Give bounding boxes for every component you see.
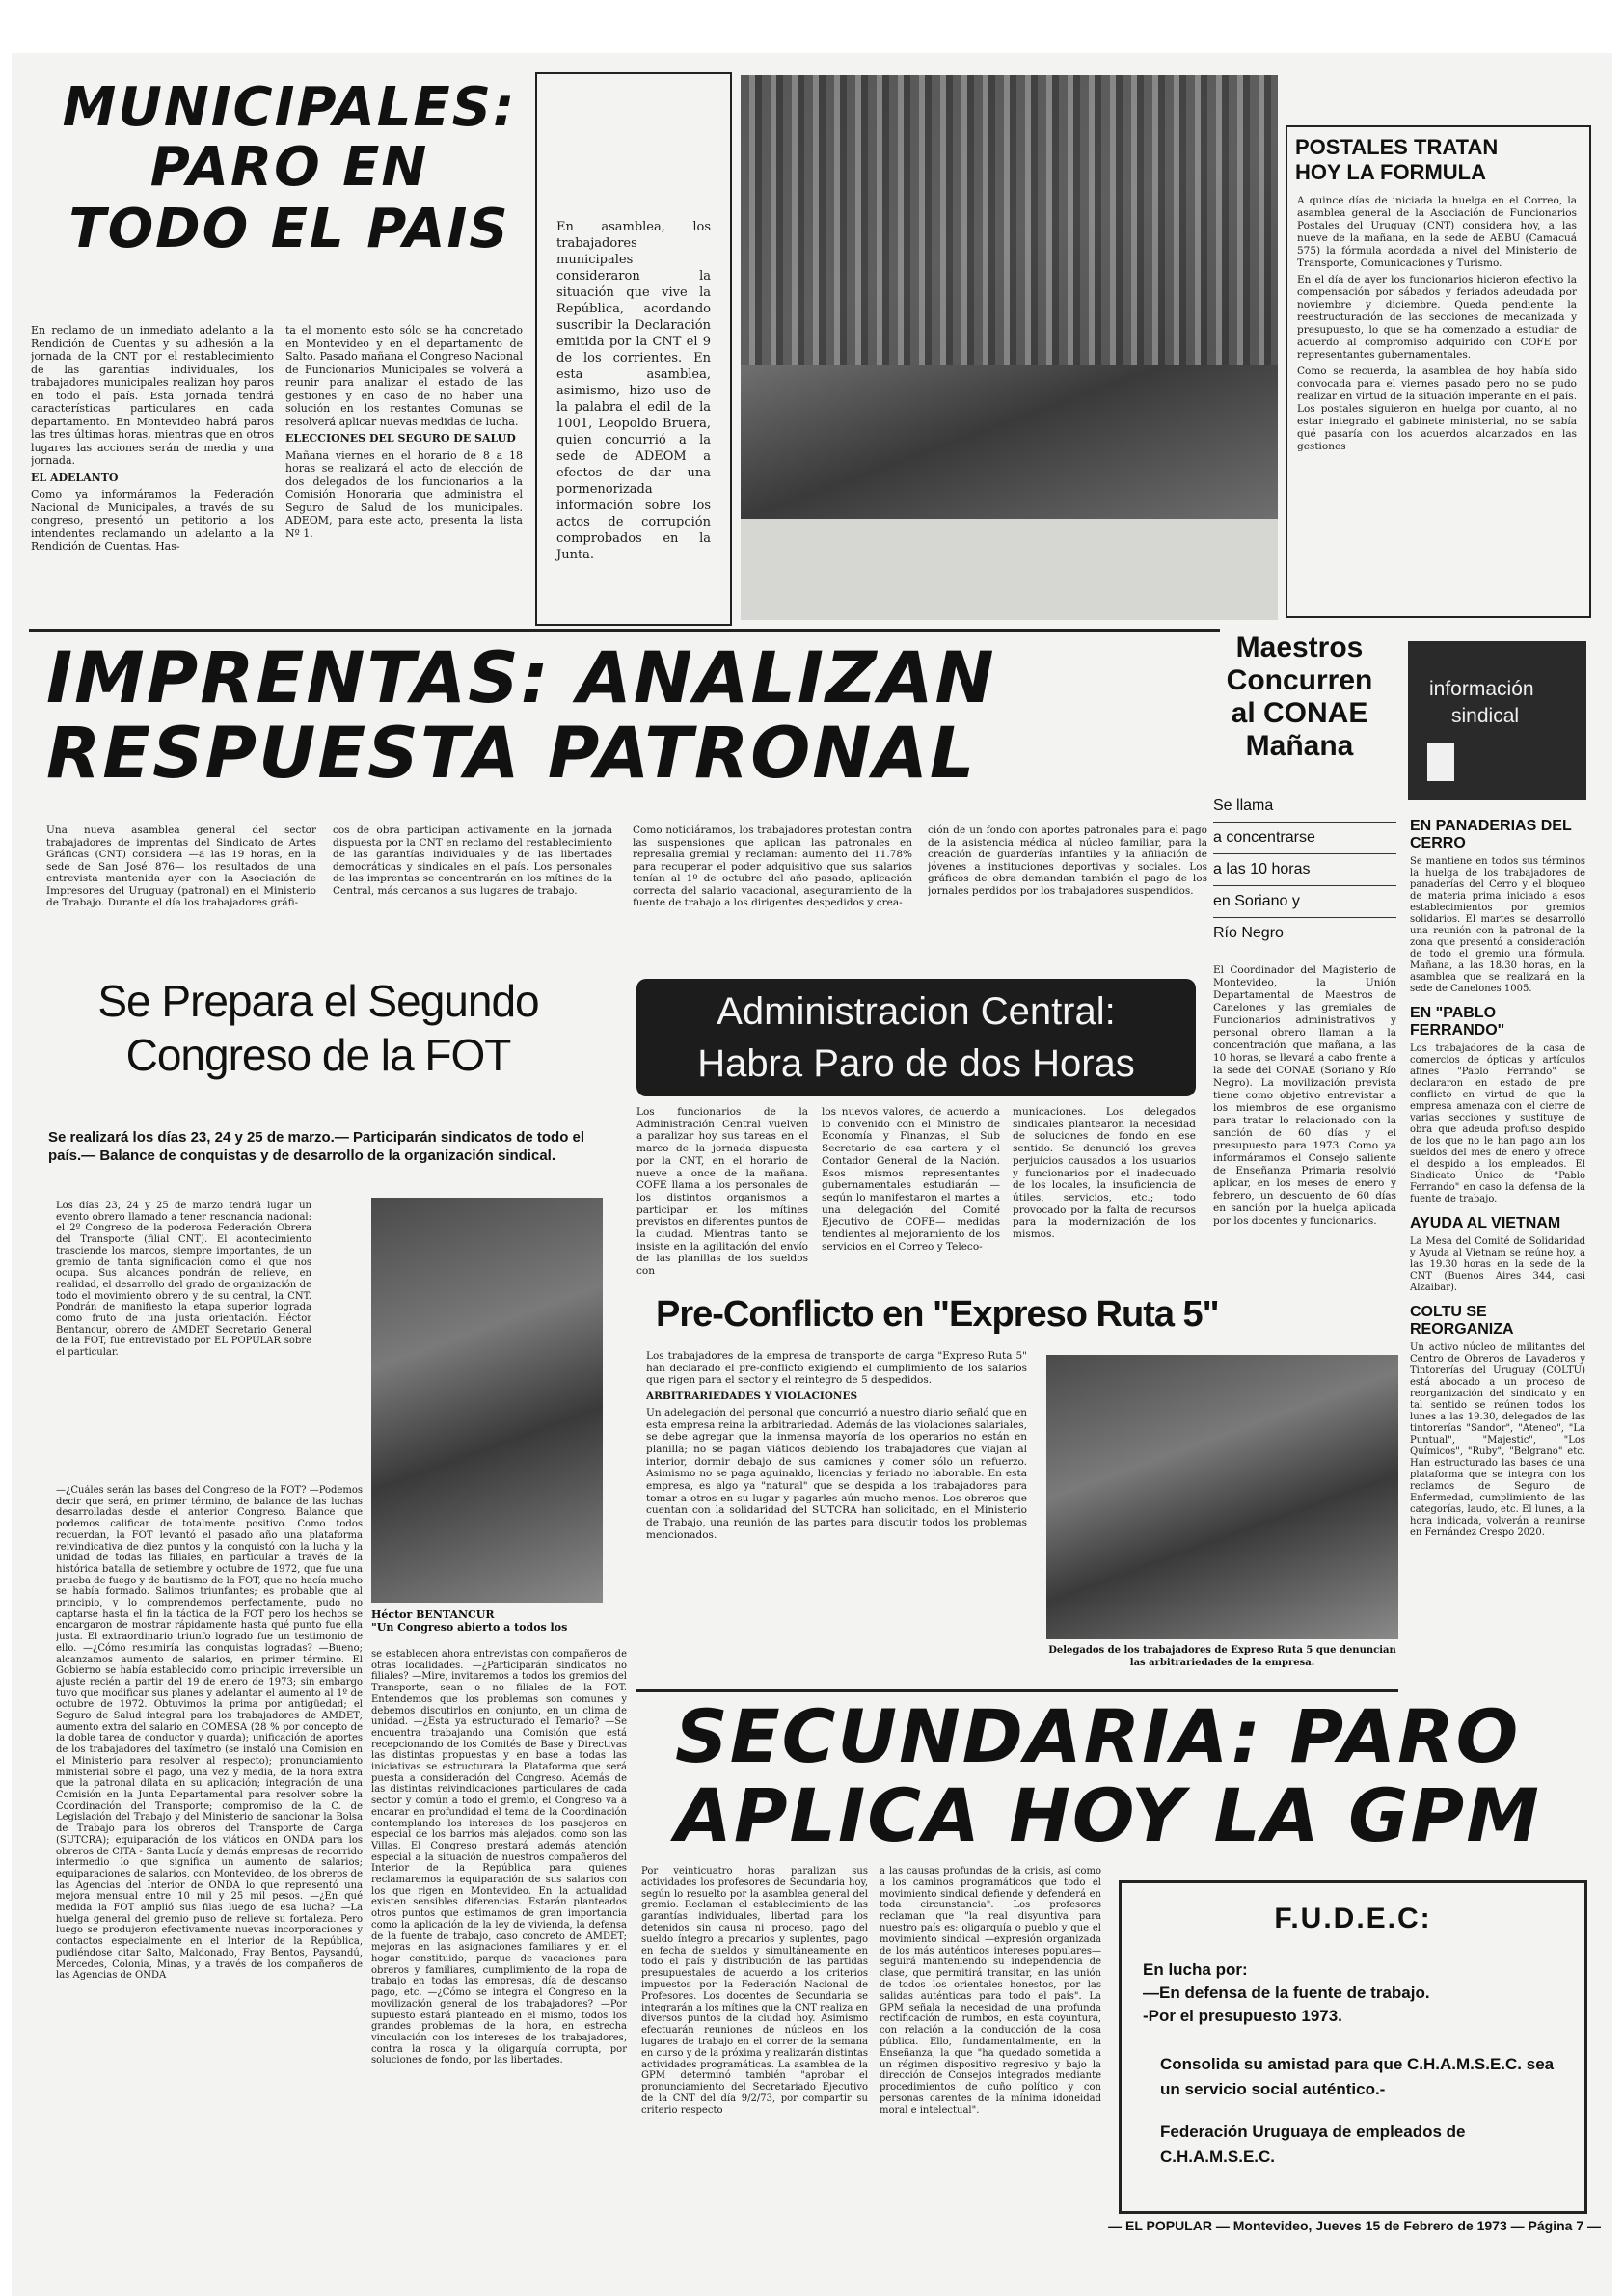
info-sindical-badge-line2: sindical — [1451, 705, 1520, 727]
fot-left-bottom: —¿Cuáles serán las bases del Congreso de la FOT? —Podemos decir que será, en primer término, de balance de las luchas desarrolladas desde el anterior Congreso. Balance que podemos calificar de totalmente positivo. Como todos recuerdan, la FOT levantó el pasado año una plataforma reivindicativa de diez puntos y la conquistó con la lucha y la unidad de todas las filiales, en particular a través de la histórica batalla de setiembre y octubre de 1972, que fue una prueba de fuego y de bautismo de la FOT, que no hacía mucho se había formado. Salimos triunfantes; es probable que al principio, y lo comprendemos perfectamente, pudo no captarse hasta el fin la táctica de la FOT pero los hechos se encargaron de mostrar rápidamente hasta qué punto fue ella justa. El extraordinario triunfo logrado fue un testimonio de ello. —¿Cómo resumiría las conquistas logradas? —Bueno; alcanzamos aumento de salarios, en primer término. El Gobierno se había establecido como principio irreversible un ajuste recién a partir del 19 de enero de 1973; sin embargo tuvo que modificar sus planes y adelantar el aumento al 1º de octubre de 1972. Obtuvimos la prima por antigüedad; el Seguro de Salud integral para los trabajadores de AMDET; aumento extra del salario en COMESA (28 % por concepto de la doble tarea de conductor y guarda); unificación de aportes de los trabajadores del taxímetro (se instaló una Comisión en el Ministerio para resolver al respecto); pronunciamiento ministerial sobre el pago, una vez y media, de la hora extra que la patronal dilata en su aplicación; integración de una Comisión en la Junta Departamental para resolver sobre la Coordinación del Transporte; compromiso de la C. de Legislación del Trabajo y del Ministerio de sancionar la Bolsa de Trabajo para los obreros del Transporte de Carga (SUTCRA); equiparación de los viáticos en ONDA para los obreros de CITA - Santa Lucía y demás empresas de recorrido intermedio lo que significa un aumento de salarios; equiparaciones de salarios, con Montevideo, de los obreros de las Agencias del Interior de ONDA lo que representó una mejora mensual entre 10 mil y 25 mil pesos. —¿En qué medida la FOT amplió sus filas luego de esa lucha? —La huelga general del gremio puso de relieve su fortaleza. Pero luego se produjeron efectivamente nuevas incorporaciones y contactos especialmente en el Interior de la República, pudiéndose citar Salto, Maldonado, Fray Bentos, Paysandú, Mercedes, Colonia, Minas, y a través de los compañeros de las Agencias de ONDA — [56, 1485, 363, 1982]
fot-left-top: Los días 23, 24 y 25 de marzo tendrá lugar un evento obrero llamado a tener resonancia nacional: el 2º Congreso de la poderosa Federación Obrera del Transporte (filial CNT). El acontecimiento trasciende los marcos, siempre importantes, de un gremio de tanta significación como el que nos ocupa. Sus alcances pondrán de relieve, en realidad, el desarrollo del grado de organización de todo el movimiento obrero y de su central, la CNT. Pondrán de manifiesto la etapa superior lograda como fruto de una justa orientación. Héctor Bentancur, obrero de AMDET Secretario General de la FOT, fue entrevistado por EL POPULAR sobre el particular. — [56, 1201, 311, 1359]
municipales-headline-line2: PARO EN — [149, 136, 429, 199]
fot-headline-line1: Se Prepara el Segundo — [97, 976, 539, 1026]
postales-p1: A quince días de iniciada la huelga en el Correo, la asamblea general de la Asociación de Funcionarios Postales del Uruguay (CNT) considera hoy, a las nueve de la mañana, en la sede de AEBU (Camacuá 575) la fórmula acordada a nivel del Ministerio de Transporte, Comunicaciones y Turismo. — [1297, 195, 1577, 269]
info-sindical-badge — [1408, 641, 1586, 800]
fot-right-bottom: se establecen ahora entrevistas con compañeros de otras localidades. —¿Participarán sindicatos no filiales? —Mire, invitaremos a todos los gremios del Transporte, sean o no filiales de la FOT. Entendemos que los problemas son comunes y debemos discutirlos en conjunto, en un clima de unidad. —¿Está ya estructurado el Temario? —Se encuentra trabajando una Comisión que está recepcionando de los Comités de Base y Directivas las distintas propuestas y en base a todas las iniciativas se estructurará la Plataforma que será puesta a consideración del Congreso. Además de las distintas reivindicaciones particulares de cada sector y común a todo el gremio, el Congreso va a encarar en profundidad el tema de la Coordinación contemplando los intereses de los pasajeros en especial de los barrios más alejados, como son las Villas. El Congreso prestará además atención especial a la situación de nuestros compañeros del Interior de la República para quienes reclamaremos la equiparación de sus salarios con los que rigen en Montevideo. En la actualidad existen sensibles diferencias. Estarán planteados otros puntos que estimamos de gran importancia como la aplicación de la ley de vivienda, la defensa de la fuente de trabajo, caso concreto de AMDET; mejoras en las asignaciones familiares y en el hogar constituido; parque de vacaciones para obreros y familiares, cumplimiento de la ropa de trabajo en todas las empresas, día de descanso pago, etc. —¿Cómo se integra el Congreso en la movilización general de los trabajadores? —Por supuesto estará planteado en el mismo, todos los grandes problemas de la hora, en estrecha vinculación con los intereses de los trabajadores, contra la rosca y la oligarquía corrupta, por soluciones de fondo, por las libertades. — [371, 1649, 627, 2066]
info-item-1-text: Se mantiene en todos sus términos la huelga de los trabajadores de panaderías del Cerro y el bloqueo de materia prima iniciado a esos establecimientos por gremios solidarios. El martes se desarrolló una reunión con la patronal de la zona que presentó a consideración de todo el gremio una fórmula. Mañana, a las 18.30 horas, en la asamblea que se realizará en la sede de Canelones 1005. — [1410, 856, 1585, 994]
municipales-col2-text-b: Mañana viernes en el horario de 8 a 18 horas se realizará el acto de elección de dos delegados de los funcionarios a la Comisión Honoraria que administra el Seguro de Salud de los municipales. ADEOM, para este acto, presenta la lista Nº 1. — [285, 448, 523, 540]
municipales-col1-text-b: Como ya informáramos la Federación Nacional de Municipales, a través de su congreso, presentó un petitorio a los intendentes reclamando un adelanto a la Rendición de Cuentas. Has- — [31, 488, 274, 553]
info-sindical-badge-line1: información — [1429, 678, 1534, 700]
maestros-title-line3: al CONAE — [1231, 697, 1368, 729]
postales-title — [1295, 135, 1575, 185]
expreso-subhead: ARBITRARIEDADES Y VIOLACIONES — [646, 1391, 858, 1403]
bentancur-photo — [371, 1198, 603, 1603]
admin-headline-line2: Habra Paro de dos Horas — [697, 1042, 1135, 1085]
municipales-col1-subhead: EL ADELANTO — [31, 471, 119, 484]
postales-title-line2: HOY LA FORMULA — [1295, 160, 1486, 184]
postales-title-line1: POSTALES TRATAN — [1295, 135, 1499, 159]
municipales-col1-text: En reclamo de un inmediato adelanto a la Rendición de Cuentas y su adhesión a la jornada de la CNT por el restablecimiento de las garantías individuales, los trabajadores municipales realizan hoy paros en todo el país. Esta jornada tendrá características particulares en cada departamento. En Montevideo habrá paros las tres últimas horas, mientras que en otros lugares las acciones serán de media y una jornada. — [31, 324, 274, 467]
imprentas-c2: cos de obra participan activamente en la jornada dispuesta por la CNT en reclamo del restablecimiento de las garantías individuales y de las libertades democráticas y sindicales en el país. Los personales de las imprentas se concentrarán en los mítines de la Central, más cercanos a sus lugares de trabajo. — [333, 824, 612, 897]
admin-headline-box — [636, 979, 1196, 1096]
fot-headline-line2: Congreso de la FOT — [125, 1030, 511, 1080]
fudec-title: F.U.D.E.C: — [1274, 1903, 1432, 1934]
expreso-p2: Un adelegación del personal que concurrió a nuestro diario señaló que en esta empresa reina la arbitrariedad. Además de las violaciones salariales, se debe agregar que la inmensa mayoría de los operarios no están en planilla; no se pagan viáticos debiendo los trabajadores que viajan al interior, dormir debajo de sus camiones y comer sólo un refuerzo. Asimismo no se paga aguinaldo, licencias y feriado no laborable. En esta empresa, es algo ya "natural" que se despida a los trabajadores para tomar a otros en su lugar y pagarles aún mucho menos. Los obreros que cuentan con la solidaridad del SUTCRA han solicitado, en el Ministerio de Trabajo, una reunión de las partes para discutir todos los problemas mencionados. — [646, 1406, 1027, 1541]
maestros-lines — [1213, 791, 1396, 949]
fot-deck: Se realizará los días 23, 24 y 25 de marzo.— Participarán sindicatos de todo el país.— Balance de conquistas y de desarrollo de la organización sindical. — [48, 1129, 585, 1164]
maestros-title-line1: Maestros — [1235, 632, 1364, 663]
info-item-3-title: AYUDA AL VIETNAM — [1410, 1215, 1561, 1231]
municipales-col1 — [31, 324, 274, 623]
maestros-body: El Coordinador del Magisterio de Montevideo, la Unión Departamental de Maestros de Canelones y las gremiales de Funcionarios administrativos y personal obrero llaman a la concentración que mañana, a las 10 horas, se llevará a cabo frente a la sede del CONAE (Soriano y Río Negro). La movilización prevista tiene como objetivo entrevistar a los miembros de ese organismo para tratar lo relacionado con la sanción de 60 días y el presupuesto para 1973. Como ya informáramos el Consejo saliente de Enseñanza Primaria resolvió aplicar, en los meses de enero y febrero, un descuento de 60 días en sanción por la huelga aplicada por los docentes y funcionarios. — [1213, 964, 1396, 1227]
expreso-body — [646, 1350, 1027, 1688]
bentancur-caption — [371, 1608, 603, 1634]
maestros-line-5: Río Negro — [1213, 925, 1284, 941]
bentancur-caption-quote: "Un Congreso abierto a todos los — [371, 1621, 568, 1634]
secundaria-c1: Por veinticuatro horas paralizan sus actividades los profesores de Secundaria hoy, según lo resuelto por la asamblea general del gremio. Reclaman el establecimiento de las garantías individuales, libertad para los detenidos sin causa ni proceso, pago del sueldo íntegro a precarios y suplentes, pago en fecha de sueldos y simultáneamente en todo el país y distribución de las partidas presupuestales de acuerdo a los criterios impuestos por la Federación Nacional de Profesores. Los docentes de Secundaria se integrarán a los mítines que la CNT realiza en diversos puntos de la ciudad hoy. Asimismo efectuarán reuniones de núcleos en los lugares de trabajo en el correr de la semana en curso y de la próxima y realizarán distintas actividades programáticas. La asamblea de la GPM determinó también "aprobar el pronunciamiento del Secretariado Ejecutivo de la CNT del día 9/2/73, por compartir su criterio respecto — [641, 1866, 868, 2116]
fudec-box — [1119, 1880, 1587, 2214]
municipales-caption: En asamblea, los trabajadores municipales consideraron la situación que vive la República, acordando suscribir la Declaración emitida por la CNT el 9 de los corrientes. En esta asamblea, asimismo, hizo uso de la palabra el edil de la 1001, Leopoldo Bruera, quien concurrió a la sede de ADEOM a efectos de dar una pormenorizada información sobre los actos de corrupción comprobados en la Junta. — [556, 220, 711, 562]
municipales-headline-line3: TODO EL PAIS — [68, 198, 510, 260]
maestros-line-3: a las 10 horas — [1213, 854, 1396, 886]
expreso-caption: Delegados de los trabajadores de Expreso Ruta 5 que denuncian las arbitrariedades de la empresa. — [1048, 1645, 1396, 1668]
admin-headline-line1: Administracion Central: — [717, 990, 1116, 1033]
info-item-3-text: La Mesa del Comité de Solidaridad y Ayuda al Vietnam se reúne hoy, a las 19.30 horas en la sede de la CNT (Buenos Aires 344, casi Alzaibar). — [1410, 1236, 1585, 1293]
municipales-headline-line1: MUNICIPALES: — [62, 76, 517, 139]
info-item-4-title: COLTU SE REORGANIZA — [1410, 1304, 1514, 1337]
secundaria-headline-line1: SECUNDARIA: PARO — [675, 1693, 1521, 1779]
fudec-l5: Federación Uruguaya de empleados de C.H.A.M.S.E.C. — [1160, 2122, 1466, 2166]
rule-mid — [636, 1689, 1398, 1692]
fot-headline — [43, 974, 593, 1082]
admin-c3: municaciones. Los delegados sindicales plantearon la necesidad de soluciones de fondo en ese sentido. Se denunció los graves perjuicios causados a los usuarios y funcionarios por el inadecuado de los locales, la insuficiencia de útiles, servicios, etc.; todo provocado por la falta de recursos para la modernización de los mismos. — [1013, 1106, 1196, 1241]
secundaria-headline-line2: APLICA HOY LA GPM — [675, 1772, 1541, 1858]
fudec-l2: —En defensa de la fuente de trabajo. — [1143, 1984, 1430, 2002]
maestros-line-2: a concentrarse — [1213, 823, 1396, 854]
imprentas-headline-line2: RESPUESTA PATRONAL — [46, 713, 977, 795]
postales-p2: En el día de ayer los funcionarios hicieron efectivo la compensación por sábados y feriados adeudada por noviembre y diciembre. Queda pendiente la reestructuración de las secciones de mecanizada y presupuesto, lo que se ha comenzado a estudiar de acuerdo al compromiso adquirido con COFE por representantes gubernamentales. — [1297, 274, 1577, 361]
fudec-l1: En lucha por: — [1143, 1960, 1248, 1979]
municipales-col2-subhead: ELECCIONES DEL SEGURO DE SALUD — [285, 432, 516, 445]
imprentas-c4: ción de un fondo con aportes patronales para el pago de la asistencia médica al núcleo familiar, para la creación de guarderías infantiles y la afiliación de jóvenes a instituciones deportivas y sociales. Los gráficos de obra demandan también el pago de los jornales perdidos por los trabajadores suspendidos. — [928, 824, 1207, 897]
municipales-caption-box — [535, 72, 732, 626]
imprentas-headline — [46, 637, 1204, 795]
maestros-title — [1210, 632, 1389, 763]
postales-p3: Como se recuerda, la asamblea de hoy había sido convocada para el viernes pasado pero no se pudo realizar en virtud de la situación imperante en el país. Los postales siguieron en huelga por cuanto, al no estar integrado el gabinete ministerial, no se sabía qué pasaría con los acuerdos alcanzados en las gestiones — [1297, 365, 1577, 452]
maestros-line-4: en Soriano y — [1213, 886, 1396, 918]
info-sindical-badge-mark — [1427, 743, 1454, 781]
expreso-photo — [1046, 1355, 1398, 1639]
assembly-photo-table — [741, 519, 1278, 620]
info-item-1-title: EN PANADERIAS DEL CERRO — [1410, 818, 1572, 851]
info-item-2-title: EN "PABLO FERRANDO" — [1410, 1005, 1505, 1039]
bentancur-caption-name: Héctor BENTANCUR — [371, 1608, 495, 1621]
expreso-headline: Pre-Conflicto en "Expreso Ruta 5" — [656, 1294, 1219, 1335]
fudec-l4: Consolida su amistad para que C.H.A.M.S.E.C. sea un servicio social auténtico.- — [1160, 2055, 1555, 2098]
maestros-title-line4: Mañana — [1245, 730, 1354, 762]
admin-c2: los nuevos valores, de acuerdo a lo convenido con el Ministro de Economía y Finanzas, el Sub Secretario de esa cartera y el Contador General de la Nación. Esos mismos representantes gubernamentales estudiarán —según lo manifestaron el martes a una delegación del Comité Ejecutivo de COFE— medidas tendientes al mejoramiento de los servicios en el Correo y Teleco- — [822, 1106, 1000, 1253]
assembly-photo — [741, 75, 1278, 620]
postales-body — [1297, 195, 1577, 608]
expreso-p1: Los trabajadores de la empresa de transporte de carga "Expreso Ruta 5" han declarado el pre-conflicto exigiendo el cumplimiento de los salarios que rigen para el sector y el reintegro de 5 despedidos. — [646, 1350, 1027, 1387]
info-item-4-text: Un activo núcleo de militantes del Centro de Obreros de Lavaderos y Tintorerías del Uruguay (COLTU) está abocado a un proceso de reorganización del sindicato y en tal sentido se reúnen todos los lunes a las 19.30, delegados de las tintorerías "Sandor", "Ateneo", "La Puntual", "Majestic", "Los Químicos", "Ruby", "Belgrano" etc. Han estructurado las bases de una plataforma que se integra con los reclamos de Seguro de Enfermedad, cumplimiento de las categorías, laudo, etc. El lunes, a la hora indicada, volverán a reunirse en Fernández Crespo 2020. — [1410, 1342, 1585, 1538]
imprentas-c1: Una nueva asamblea general del sector trabajadores de imprentas del Sindicato de Artes Gráficas (CNT) considera —a las 19 horas, en la sede de San José 876— los resultados de una entrevista mantenida ayer con la Asociación de Impresores del Uruguay (patronal) en el Ministerio de Trabajo. Durante el día los trabajadores gráfi- — [46, 824, 316, 908]
admin-c1: Los funcionarios de la Administración Central vuelven a paralizar hoy sus tareas en el marco de la jornada dispuesta por la CNT, en el horario de nueve a once de la mañana. COFE llama a los personales de los distintos organismos a participar en los mítines previstos en diferentes puntos de la ciudad. Mientras tanto se insiste en la agilitación del envío de las planillas de los sueldos con — [636, 1106, 808, 1278]
imprentas-c3: Como noticiáramos, los trabajadores protestan contra las suspensiones que aplican las patronales en represalia gremial y reclaman: aumento del 11.78% para recuperar el poder adquisitivo que sus salarios tenían al 1º de octubre del año pasado, aplicación correcta del salario vacacional, aseguramiento de la fuente de trabajo a los dirigentes despedidos y crea- — [633, 824, 912, 908]
municipales-col2-text: ta el momento esto sólo se ha concretado en Montevideo y en el departamento de Salto. Pasado mañana el Congreso Nacional de Funcionarios Municipales se volverá a reunir para analizar el estado de las gestiones y en caso de no haber una solución en los restantes Comunas se resolverá aplicar nuevas medidas de lucha. — [285, 324, 523, 428]
info-item-2-text: Los trabajadores de la casa de comercios de ópticas y artículos afines "Pablo Ferrando" se declararon en estado de pre conflicto en virtud de que la empresa amenaza con el cierre de varias secciones y sustituye de obra que adeuda profuso despido de los que no le han pago aun los sueldos del mes de enero y ofrece el despido a los empleados. El Sindicato Único de "Pablo Ferrando" en caso la defensa de la fuente de trabajo. — [1410, 1043, 1585, 1204]
rule-top — [29, 629, 1220, 632]
municipales-headline — [29, 76, 550, 260]
assembly-photo-crowd — [741, 75, 1278, 365]
postales-box — [1286, 125, 1591, 618]
fudec-l3: -Por el presupuesto 1973. — [1143, 2007, 1342, 2025]
maestros-title-line2: Concurren — [1226, 664, 1373, 696]
secundaria-c2: a las causas profundas de la crisis, así como a los caminos programáticos que todo el movimiento sindical defiende y defenderá en toda circunstancia". Los profesores reclaman que "la real disyuntiva para nuestro país es: oligarquía o pueblo y que el movimiento sindical —expresión organizada de los más auténticos intereses populares— seguirá manteniendo su independencia de clase, que permitirá transitar, en las unión de todos los orientales honestos, por las salidas auténticas para todo el país". La GPM señala la necesidad de una profunda rectificación de rumbos, en esta coyuntura, con relación a la conducción de la cosa pública. Ello, fundamentalmente, en la Enseñanza, la que "ha quedado sometida a un régimen dispositivo regresivo y bajo la dirección de Consejos integrados mediante procedimientos de cuño político y con personas carentes de la mínima idoneidad moral e intelectual". — [880, 1866, 1101, 2116]
page-footer: — EL POPULAR — Montevideo, Jueves 15 de Febrero de 1973 — Página 7 — — [1108, 2218, 1601, 2233]
imprentas-headline-line1: IMPRENTAS: ANALIZAN — [46, 637, 996, 719]
secundaria-headline — [675, 1693, 1601, 1858]
maestros-line-1: Se llama — [1213, 791, 1396, 823]
municipales-col2 — [285, 324, 523, 623]
